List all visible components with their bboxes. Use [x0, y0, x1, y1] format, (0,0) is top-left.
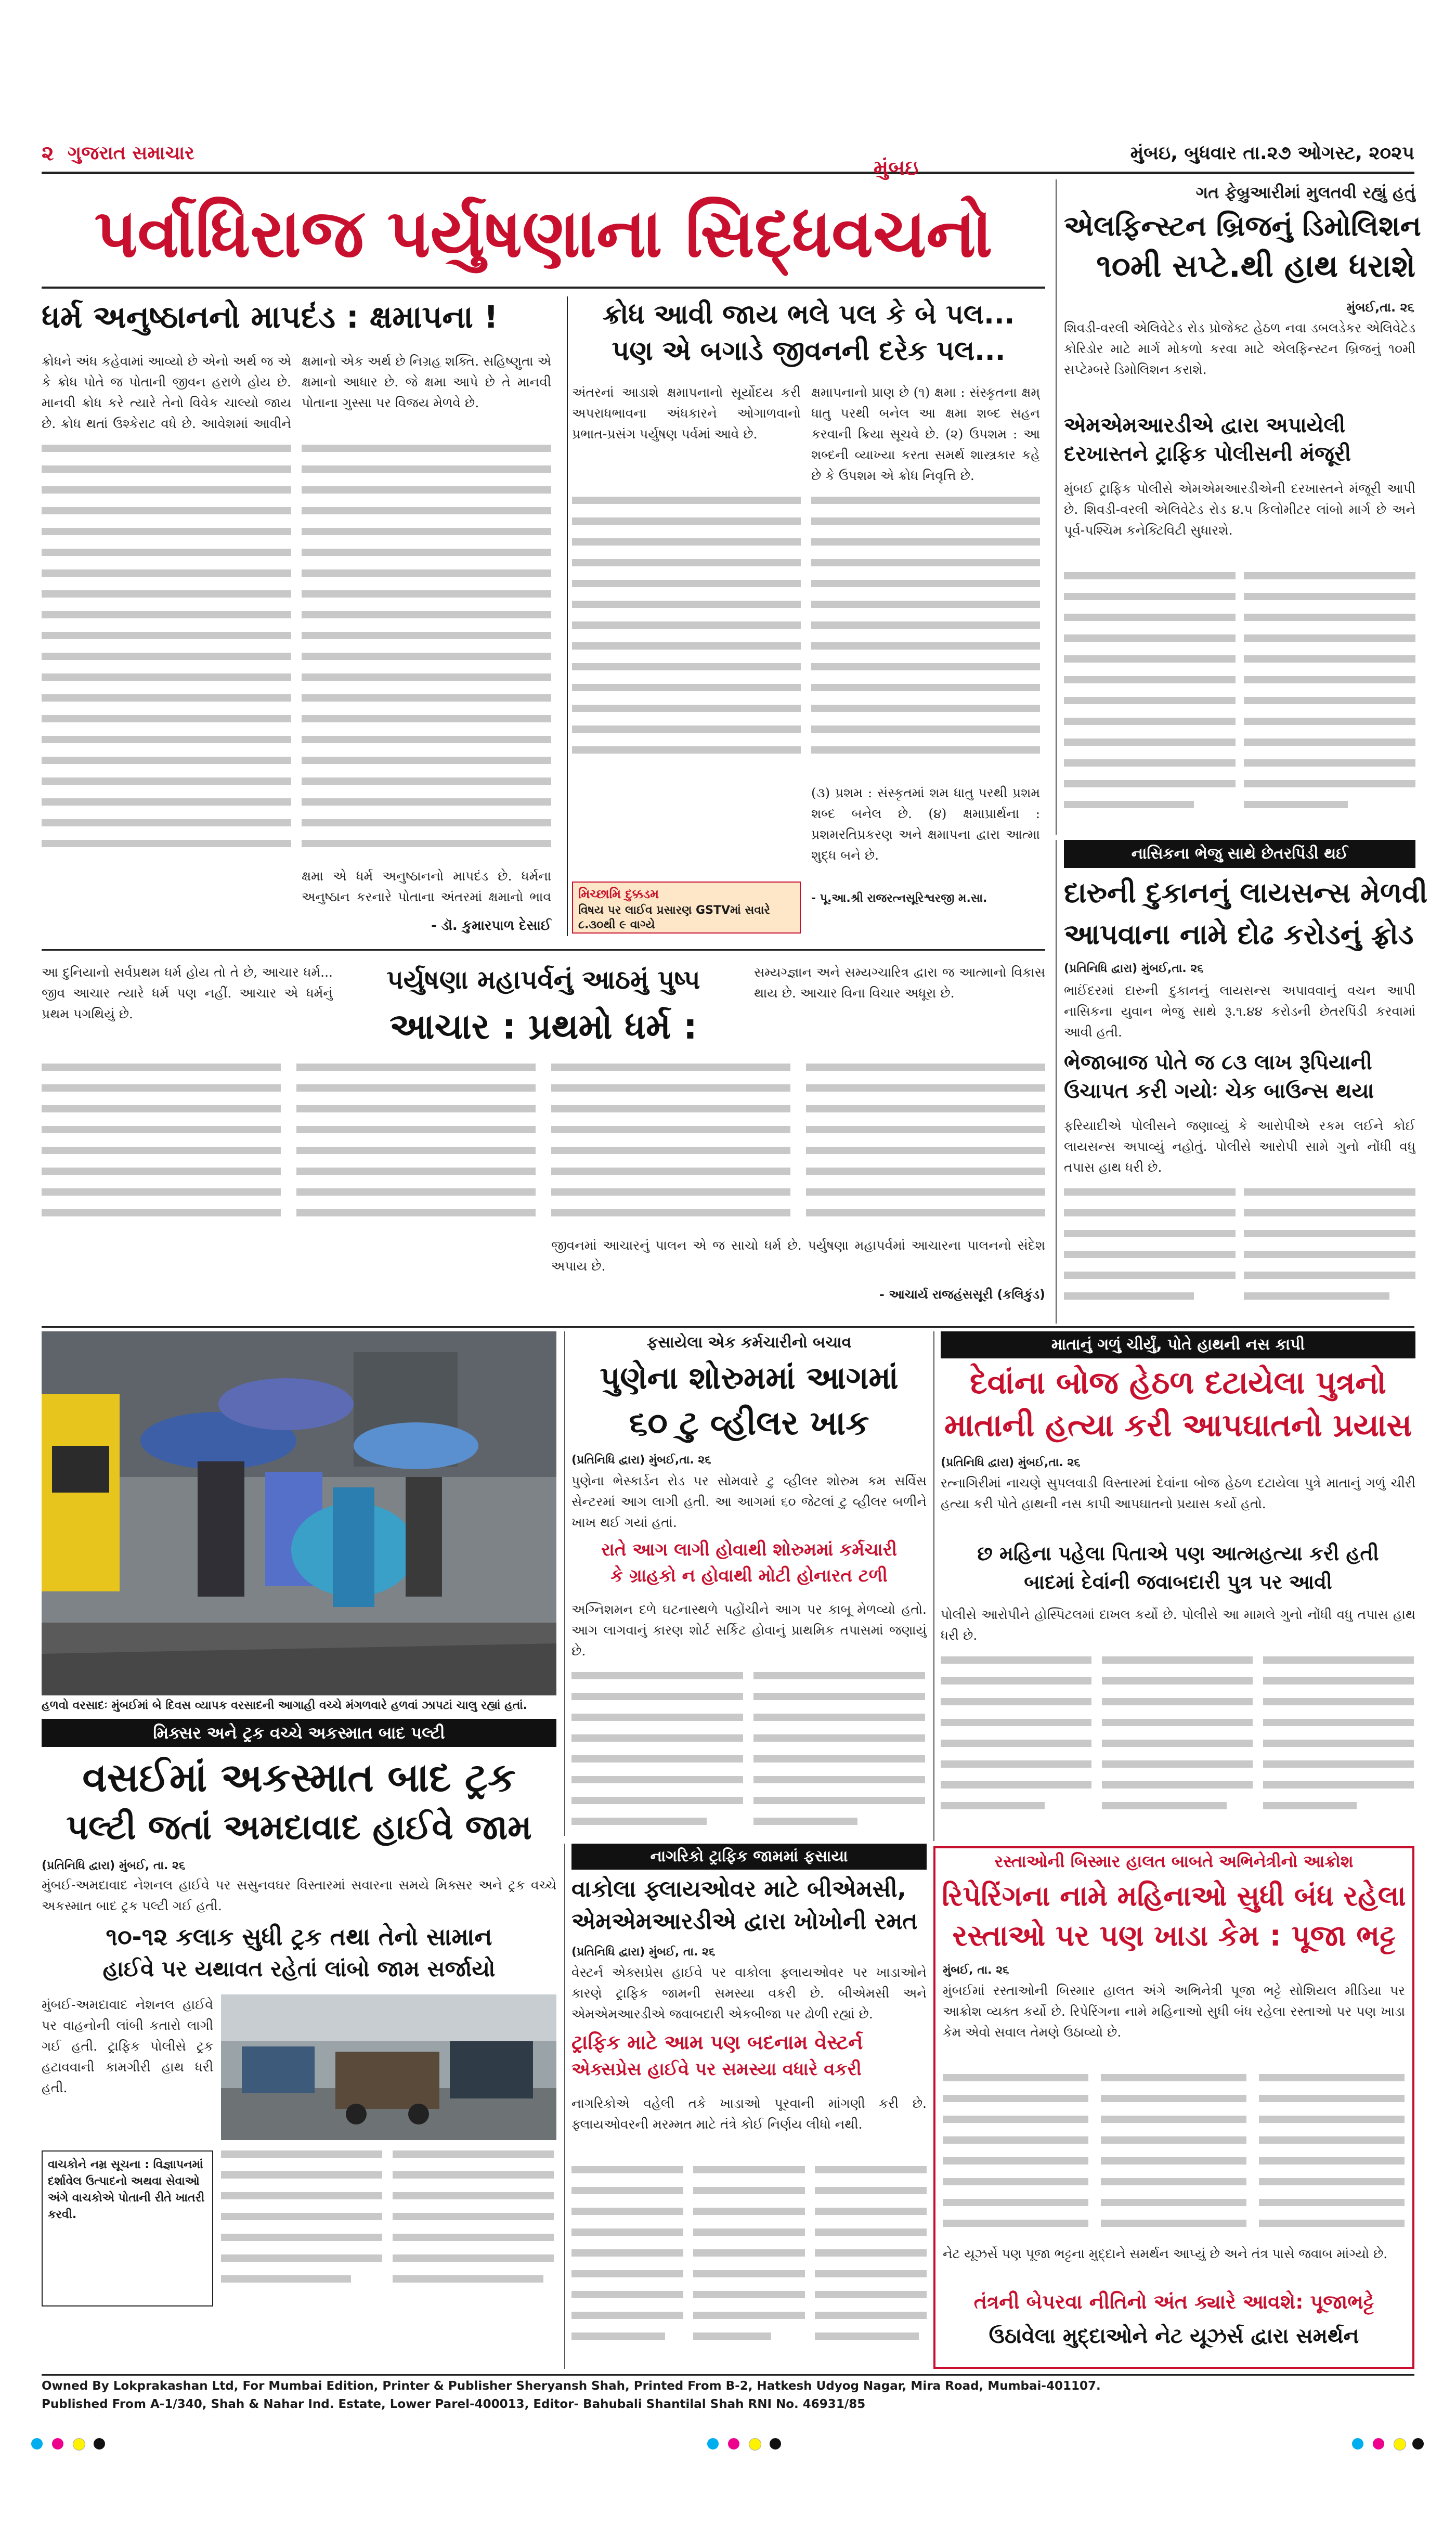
article-body: ભાઈંદરમાં દારુની દુકાનનું લાયસન્સ અપાવવાનું વચન આપી નાસિકના યુવાન ભેજુ સાથે રૂ.૧.૪૪ કરોડની છેતરપિંડી કરવામાં આવી હતી.	[1064, 983, 1415, 1040]
sub-headline-line2: હાઈવે પર યથાવત રહેતાં લાંબો જામ સર્જાયો	[102, 1956, 496, 1981]
dateline: (પ્રતિનિધિ દ્વારા) મુંબઈ,તા. ૨૬	[571, 1454, 711, 1467]
reg-mark-yellow	[1394, 2438, 1406, 2451]
rain-photo	[42, 1331, 556, 1695]
article-aachar	[42, 954, 1045, 1324]
article-body: જીવનમાં આચારનું પાલન એ જ સાચો ધર્મ છે. પર્યુષણા મહાપર્વમાં આચારના પાલનનો સંદેશ અપાય છે.	[551, 1238, 1045, 1274]
article-elphinstone	[1056, 179, 1421, 835]
reader-notice: વાચકોને નમ્ર સૂચના : વિજ્ઞાપનમાં દર્શાવેલ ઉત્પાદનો અથવા સેવાઓ અંગે વાચકોએ પોતાની રીતે ખાતરી કરવી.	[42, 2150, 213, 2306]
headline-line2: ૧૦મી સપ્ટે.થી હાથ ધરાશે	[1096, 248, 1415, 284]
body-filler	[1064, 1183, 1415, 1318]
rain-photo-image	[42, 1331, 556, 1695]
registration-marks	[31, 2434, 1425, 2455]
banner	[42, 179, 1045, 289]
reg-mark-magenta	[52, 2438, 63, 2450]
headline-line2: આચાર : પ્રથમો ધર્મ :	[389, 1006, 697, 1047]
article-vasai-truck	[42, 1719, 556, 2369]
headline-line1: દેવાંના બોજ હેઠળ દટાયેલા પુત્રનો	[970, 1365, 1386, 1401]
reg-mark-black	[770, 2438, 781, 2450]
sub-headline-line2: બાદમાં દેવાંની જવાબદારી પુત્ર પર આવી	[1024, 1571, 1332, 1593]
headline: ધર્મ અનુષ્ઠાનનો માપદંડ : ક્ષમાપના !	[42, 299, 499, 335]
article-body: મુંબઈ-અમદાવાદ નેશનલ હાઈવે પર વાહનોની લાંબી કતારો લાગી ગઈ હતી. ટ્રાફિક પોલીસે ટ્રક હટાવવાની કામગીરી હાથ ધરી હતી.	[42, 1997, 213, 2095]
article-liquor-fraud	[1056, 840, 1428, 1324]
body-filler	[941, 1651, 1415, 1828]
headline-line2: માતાની હત્યા કરી આપઘાતનો પ્રયાસ	[944, 1407, 1412, 1444]
section-rule	[42, 949, 1045, 951]
sub-headline-line1: રાતે આગ લાગી હોવાથી શોરુમમાં કર્મચારી	[601, 1539, 898, 1560]
headline-line2: એમએમઆરડીએ દ્વારા ખોખોની રમત	[571, 1908, 918, 1935]
article-pune-fire	[564, 1331, 926, 1836]
truck-photo	[221, 1994, 556, 2140]
imprint-line2: Published From A-1/340, Shah & Nahar Ind. Estate, Lower Parel-400013, Editor- Bahubali Shantilal Shah RNI No. 46931/85	[42, 2398, 866, 2411]
headline-line1: વસઈમાં અકસ્માત બાદ ટ્રક	[82, 1754, 516, 1800]
reg-mark-yellow	[73, 2438, 85, 2451]
kicker: ગત ફેબ્રુઆરીમાં મુલતવી રહ્યું હતું	[1195, 183, 1415, 202]
dateline: મુંબઈ, તા. ૨૬	[943, 1964, 1009, 1977]
footer-rule	[42, 2374, 1414, 2376]
sub-headline-line1: એમએમઆરડીએ દ્વારા અપાયેલી	[1064, 413, 1346, 437]
byline: - ડૉ. કુમારપાળ દેસાઈ	[431, 918, 551, 934]
sub-headline-line2: ઉચાપત કરી ગયોઃ ચેક બાઉન્સ થયા	[1064, 1079, 1374, 1103]
headline-line2: ૬૦ ટુ વ્હીલર ખાક	[629, 1404, 869, 1443]
headline-line2: રસ્તાઓ પર પણ ખાડા કેમ : પૂજા ભટ્ટ	[952, 1919, 1396, 1953]
broadcast-label: મિચ્છામિ દુક્કડમ	[578, 887, 659, 901]
headline-line2: આપવાના નામે દોઢ કરોડનું ફ્રોડ	[1064, 918, 1414, 951]
sub-headline-line2: એક્સપ્રેસ હાઈવે પર સમસ્યા વધારે વકરી	[571, 2059, 862, 2080]
article-body: મુંબઈ ટ્રાફિક પોલીસે એમએમઆરડીએની દરખાસ્તને મંજૂરી આપી છે. શિવડી-વરલી એલિવેટેડ રોડ ૪.૫ કિલોમીટર લાંબો માર્ગ છે અને પૂર્વ-પશ્ચિમ કનેક્ટિવિટી સુધારશે.	[1064, 481, 1415, 538]
kicker: મિક્સર અને ટ્રક વચ્ચે અકસ્માત બાદ પલ્ટી	[42, 1719, 556, 1747]
article-body: નેટ યૂઝર્સે પણ પૂજા ભટ્ટના મુદ્દાને સમર્થન આપ્યું છે અને તંત્ર પાસે જવાબ માંગ્યો છે.	[943, 2246, 1388, 2261]
reg-mark-black	[1412, 2438, 1424, 2450]
article-body: નાગરિકોએ વહેલી તકે ખાડાઓ પૂરવાની માંગણી કરી છે. ફ્લાયઓવરની મરમ્મત માટે તંત્રે કોઈ નિર્ણય લીધો નથી.	[571, 2096, 927, 2132]
reg-mark-magenta	[728, 2438, 739, 2450]
article-body: વેસ્ટર્ન એક્સપ્રેસ હાઈવે પર વાકોલા ફ્લાયઓવર પર ખાડાઓને કારણે ટ્રાફિક જામની સમસ્યા વકરી છે. બીએમસી અને એમએમઆરડીએ જવાબદારી એકબીજા પર ઢોળી રહ્યાં છે.	[571, 1965, 927, 2021]
reg-mark-yellow	[749, 2438, 761, 2451]
headline-line1: પુણેના શોરુમમાં આગમાં	[600, 1360, 899, 1396]
kicker: રસ્તાઓની બિસ્માર હાલત બાબતે અભિનેત્રીનો આક્રોશ	[994, 1851, 1354, 1871]
kicker: નાગરિકો ટ્રાફિક જામમાં ફસાયા	[571, 1844, 927, 1870]
article-body: પુણેના ભેસ્કાર્ડન રોડ પર સોમવારે ટુ વ્હીલર શોરુમ કમ સર્વિસ સેન્ટરમાં આગ લાગી હતી. આ આગમાં ૬૦ જેટલાં ટુ વ્હીલર બળીને ખાખ થઈ ગયાં હતાં.	[571, 1473, 927, 1530]
page-header	[42, 140, 1414, 172]
article-body: પોલીસે આરોપીને હોસ્પિટલમાં દાખલ કર્યો છે. પોલીસે આ મામલે ગુનો નોંધી વધુ તપાસ હાથ ધરી છે.	[941, 1607, 1415, 1643]
article-kshamapana	[42, 294, 562, 944]
article-body: રત્નાગિરીમાં નાચણે સુપલવાડી વિસ્તારમાં દેવાંના બોજ હેઠળ દટાયેલા પુત્રે માતાનું ગળું ચીરી હત્યા કરી પોતે હાથની નસ કાપી આપઘાતનો પ્રયાસ કર્યો હતો.	[941, 1475, 1415, 1511]
byline: - આચાર્ય રાજહંસસૂરી (કલિકુંડ)	[879, 1287, 1045, 1302]
article-body: સમ્યગ્જ્ઞાન અને સમ્યગ્ચારિત્ર દ્વારા જ આત્માનો વિકાસ થાય છે. આચાર વિના વિચાર અધૂરા છે.	[754, 965, 1045, 1001]
dateline: (પ્રતિનિધિ દ્વારા) મુંબઈ,તા. ૨૬	[1064, 962, 1204, 975]
kicker: ફસાયેલા એક કર્મચારીનો બચાવ	[646, 1333, 852, 1352]
headline-line1: એલફિન્સ્ટન બ્રિજનું ડિમોલિશન	[1064, 210, 1421, 242]
headline-line2: પલ્ટી જતાં અમદાવાદ હાઈવે જામ	[66, 1807, 532, 1847]
body-filler	[571, 1667, 927, 1833]
sub-headline-line1: ભેજાબાજ પોતે જ ૮૩ લાખ રૂપિયાની	[1064, 1051, 1372, 1074]
article-body: ફરિયાદીએ પોલીસને જણાવ્યું કે આરોપીએ રકમ લઈને કોઈ લાયસન્સ અપાવ્યું નહોતું. પોલીસે આરોપી સામે ગુનો નોંધી વધુ તપાસ હાથ ધરી છે.	[1064, 1118, 1415, 1175]
broadcast-text: વિષય પર લાઈવ પ્રસારણ GSTVમાં સવારે ૮.૩૦થી ૯ વાગ્યે	[578, 904, 770, 931]
article-body: અંતરનાં આડાશે ક્ષમાપનાનો સૂર્યોદય કરી અપરાધભાવના અંધકારને ઓગાળવાનો પ્રભાત-પ્રસંગ પર્યુષણ પર્વમાં આવે છે.	[572, 385, 801, 442]
article-body: (૩) પ્રશમ : સંસ્કૃતમાં શમ ધાતુ પરથી પ્રશમ શબ્દ બનેલ છે. (૪) ક્ષમાપ્રાર્થના : પ્રશમરતિપ્રકરણ અને ક્ષમાપના દ્વારા આત્મા શુદ્ધ બને છે.	[811, 785, 1040, 863]
body-filler	[42, 439, 551, 897]
byline: - પૂ.આ.શ્રી રાજરત્નસૂરિશ્વરજી મ.સા.	[811, 892, 987, 905]
column-rule	[567, 296, 568, 936]
body-filler	[571, 2161, 927, 2358]
dateline: (પ્રતિનિધિ દ્વારા) મુંબઈ, તા. ૨૬	[571, 1946, 716, 1959]
dateline: મુંબઈ,તા. ૨૬	[1346, 300, 1414, 315]
kicker: નાસિકના ભેજુ સાથે છેતરપિંડી થઈ	[1064, 840, 1415, 868]
sub-headline-line1: છ મહિના પહેલા પિતાએ પણ આત્મહત્યા કરી હતી	[977, 1542, 1379, 1565]
section-rule	[42, 1326, 1414, 1328]
sub-headline-line1: તંત્રની બેપરવા નીતિનો અંત ક્યારે આવશે: પૂજાભટ્ટે	[973, 2290, 1374, 2313]
article-body: શિવડી-વરલી એલિવેટેડ રોડ પ્રોજેક્ટ હેઠળ નવા ડબલડેકર એલિવેટેડ કોરિડોર માટે માર્ગ મોકળો કરવા માટે એલફિન્સ્ટન બ્રિજનું ૧૦મી સપ્ટેમ્બરે ડિમોલિશન કરાશે.	[1064, 320, 1415, 377]
reg-mark-cyan	[707, 2438, 719, 2450]
truck-photo-image	[221, 1994, 556, 2140]
banner-title: પર્વાધિરાજ પર્યુષણાના સિદ્ધવચનો	[94, 195, 993, 273]
city-label: મુંબઇ	[874, 156, 919, 180]
paper-name: ગુજરાત સમાચાર	[68, 142, 194, 164]
reg-mark-magenta	[1373, 2438, 1384, 2450]
reg-mark-cyan	[1352, 2438, 1363, 2450]
body-filler	[1064, 567, 1415, 827]
reg-mark-black	[94, 2438, 105, 2450]
kicker: માતાનું ગળું ચીર્યું, પોતે હાથની નસ કાપી	[941, 1331, 1415, 1358]
sub-headline-line2: ઉઠાવેલા મુદ્દાઓને નેટ યૂઝર્સ દ્વારા સમર્થન	[989, 2324, 1359, 2348]
article-body: ક્રોધને અંધ કહેવામાં આવ્યો છે એનો અર્થ જ એ કે ક્રોધ પોતે જ પોતાની જીવન હરાળે હોય છે. માનવી ક્રોધ કરે ત્યારે તેનો વિવેક ચાલ્યો જાય છે. ક્રોધ થતાં ઉશ્કેરાટ વધે છે. આવેશમાં આવીને	[42, 354, 291, 431]
sub-headline-line2: દરખાસ્તને ટ્રાફિક પોલીસની મંજૂરી	[1064, 442, 1351, 466]
reg-mark-cyan	[31, 2438, 43, 2450]
header-date: મુંબઇ, બુધવાર તા.૨૭ ઓગસ્ટ, ૨૦૨૫	[1130, 142, 1414, 164]
page-number: ૨	[42, 141, 54, 165]
imprint-line1: Owned By Lokprakashan Ltd, For Mumbai Edition, Printer & Publisher Sheryansh Shah, Printed From B-2, Hatkesh Udyog Nagar, Mira Road, Mumbai-401107.	[42, 2379, 1101, 2393]
header-rule	[42, 172, 1414, 174]
article-pooja-bhatt	[933, 1846, 1414, 2369]
article-vakola	[564, 1844, 926, 2369]
sub-headline-line1: ટ્રાફિક માટે આમ પણ બદનામ વેસ્ટર્ન	[571, 2031, 863, 2054]
body-filler	[572, 491, 1040, 783]
article-body: મુંબઈમાં રસ્તાઓની બિસ્માર હાલત અંગે અભિનેત્રી પૂજા ભટ્ટે સોશિયલ મીડિયા પર આક્રોશ વ્યક્ત કર્યો છે. રિપેરિંગના નામે મહિનાઓ સુધી બંધ રહેલા રસ્તાઓ પર પણ ખાડા કેમ એવો સવાલ તેમણે ઉઠાવ્યો છે.	[943, 1983, 1405, 2040]
photo-caption: હળવો વરસાદઃ મુંબઈમાં બે દિવસ વ્યાપક વરસાદની આગાહી વચ્ચે મંગળવારે હળવાં ઝાપટાં ચાલુ રહ્યાં હતાં.	[42, 1699, 528, 1712]
article-ratnagiri	[933, 1331, 1414, 1841]
headline-line1: ક્રોધ આવી જાય ભલે પલ કે બે પલ...	[602, 299, 1015, 330]
article-body: ક્ષમાનો એક અર્થ છે નિગ્રહ શક્તિ. સહિષ્ણુતા એ ક્ષમાનો આધાર છે. જે ક્ષમા આપે છે તે માનવી પોતાના ગુસ્સા પર વિજય મેળવે છે.	[302, 354, 551, 410]
sub-headline-line2: કે ગ્રાહકો ન હોવાથી મોટી હોનારત ટળી	[610, 1565, 888, 1586]
article-body: મુંબઈ-અમદાવાદ નેશનલ હાઈવે પર સસુનવઘર વિસ્તારમાં સવારના સમયે મિક્સર અને ટ્રક વચ્ચે અકસ્માત બાદ ટ્રક પલ્ટી ગઈ હતી.	[42, 1877, 556, 1913]
broadcast-note	[572, 882, 801, 934]
article-krodh	[572, 294, 1045, 944]
headline-line1: રિપેરિંગના નામે મહિનાઓ સુધી બંધ રહેલા	[942, 1880, 1406, 1912]
article-body: અગ્નિશમન દળે ઘટનાસ્થળે પહોંચીને આગ પર કાબૂ મેળવ્યો હતો. આગ લાગવાનું કારણ શોર્ટ સર્કિટ હોવાનું પ્રાથમિક તપાસમાં જણાયું છે.	[571, 1602, 927, 1658]
headline-line1: પર્યુષણા મહાપર્વનું આઠમું પુષ્પ	[386, 965, 700, 995]
dateline: (પ્રતિનિધિ દ્વારા) મુંબઈ,તા. ૨૬	[941, 1456, 1081, 1469]
sub-headline-line1: ૧૦-૧૨ કલાક સુધી ટ્રક તથા તેનો સામાન	[106, 1923, 492, 1951]
headline-line1: વાકોલા ફ્લાયઓવર માટે બીએમસી,	[571, 1876, 906, 1902]
dateline: (પ્રતિનિધિ દ્વારા) મુંબઈ, તા. ૨૬	[42, 1859, 186, 1872]
headline-line1: દારુની દુકાનનું લાયસન્સ મેળવી	[1064, 876, 1428, 909]
headline-line2: પણ એ બગાડે જીવનની દરેક પલ...	[612, 335, 1006, 367]
article-body: આ દુનિયાનો સર્વપ્રથમ ધર્મ હોય તો તે છે, આચાર ધર્મ... જીવ આચાર ત્યારે ધર્મ પણ નહીં. આચાર એ ધર્મનું પ્રથમ પગથિયું છે.	[42, 965, 333, 1021]
article-body: ક્ષમા એ ધર્મ અનુષ્ઠાનનો માપદંડ છે. ધર્મના અનુષ્ઠાન કરનારે પોતાના અંતરમાં ક્ષમાનો ભાવ	[302, 869, 551, 904]
article-body: ક્ષમાપનાનો પ્રાણ છે (૧) ક્ષમા : સંસ્કૃતના ક્ષમ્ ધાતુ પરથી બનેલ આ ક્ષમા શબ્દ સહન કરવાની ક્રિયા સૂચવે છે. (૨) ઉપશમ : આ શબ્દની વ્યાખ્યા કરતા સમર્થ શાસ્ત્રકાર કહે છે કે ઉપશમ એ ક્રોધ નિવૃત્તિ છે.	[811, 385, 1040, 483]
